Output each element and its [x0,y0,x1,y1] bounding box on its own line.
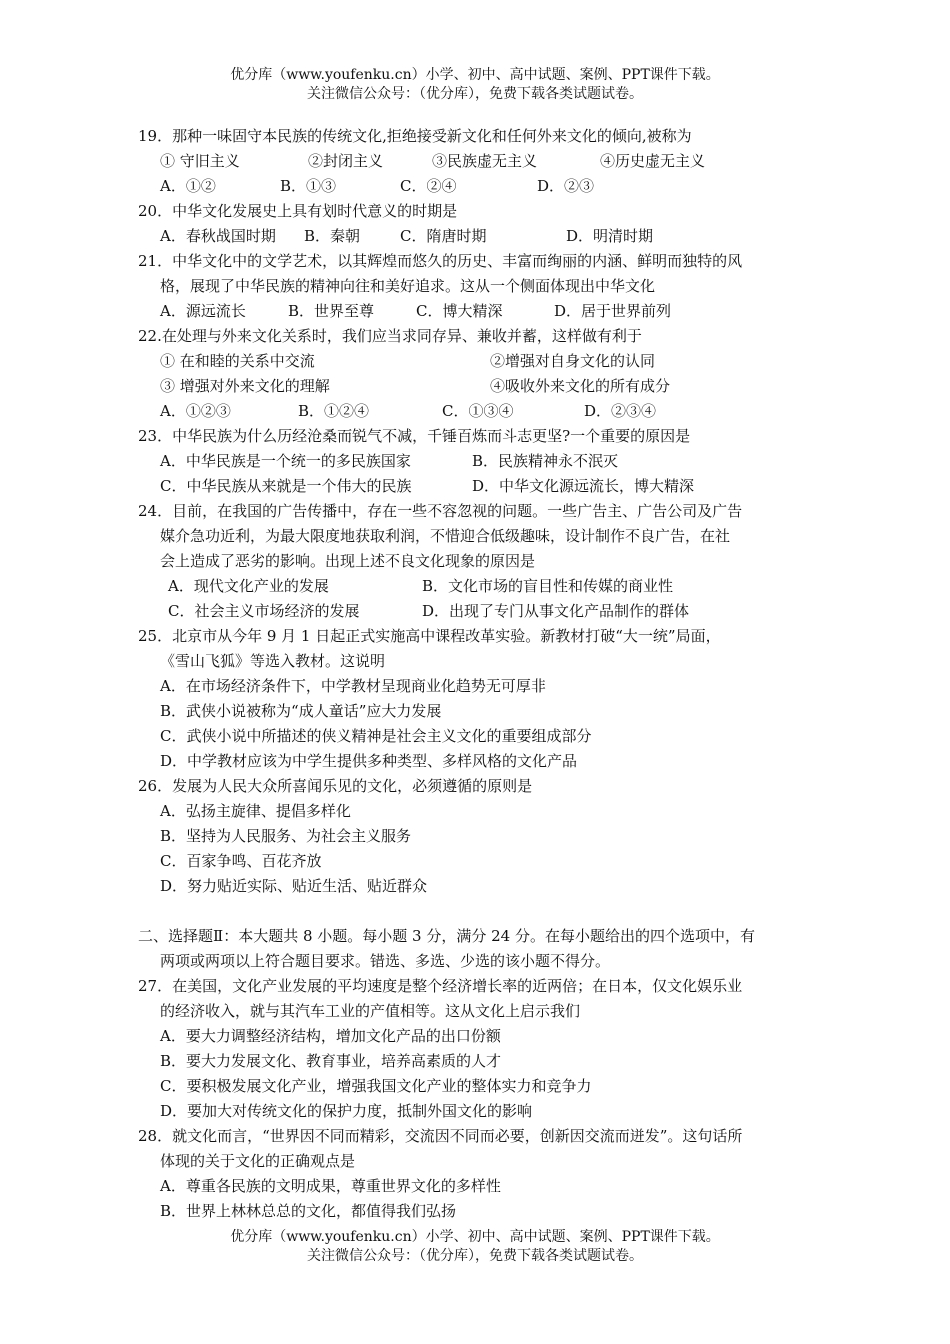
q22-item: ③ 增强对外来文化的理解 [160,377,330,395]
q24-stem-cont: 媒介急功近利，为最大限度地获取利润，不惜迎合低级趣味，设计制作不良广告，在社 [160,527,731,545]
q20-option: B．秦朝 [304,227,361,245]
q24-option: A．现代文化产业的发展 [168,577,329,595]
q26-option: A．弘扬主旋律、提倡多样化 [160,802,351,820]
q25-option: B．武侠小说被称为“成人童话”应大力发展 [160,702,442,720]
q26-option: D．努力贴近实际、贴近生活、贴近群众 [160,877,428,895]
q19-options [138,174,828,199]
q23-stem: 23．中华民族为什么历经沧桑而锐气不减，千锤百炼而斗志更坚?一个重要的原因是 [138,427,691,445]
q25-option: A．在市场经济条件下，中学教材呈现商业化趋势无可厚非 [160,677,546,695]
q28-stem: 28．就文化而言，“世界因不同而精彩，交流因不同而必要，创新因交流而迸发”。这句话所 [138,1127,743,1145]
q27-option: C．要积极发展文化产业，增强我国文化产业的整体实力和竞争力 [160,1077,592,1095]
q19-option: C．②④ [400,177,457,195]
q28-option: B．世界上林林总总的文化，都值得我们弘扬 [160,1202,457,1220]
q24-stem: 24．目前，在我国的广告传播中，存在一些不容忽视的问题。一些广告主、广告公司及广告 [138,502,743,520]
q20-option: D．明清时期 [566,227,654,245]
page-header [0,66,950,104]
q27-stem: 27．在美国，文化产业发展的平均速度是整个经济增长率的近两倍；在日本，仅文化娱乐业 [138,977,743,995]
q22-item: ②增强对自身文化的认同 [490,352,656,370]
q22-items [138,349,828,374]
q24-option: D．出现了专门从事文化产品制作的群体 [422,602,690,620]
section2-heading-cont: 两项或两项以上符合题目要求。错选、多选、少选的该小题不得分。 [160,952,611,970]
q22-stem: 22.在处理与外来文化关系时，我们应当求同存异、兼收并蓄，这样做有利于 [138,327,642,345]
q21-options [138,299,828,324]
q21-stem: 21．中华文化中的文学艺术，以其辉煌而悠久的历史、丰富而绚丽的内涵、鲜明而独特的风 [138,252,743,270]
q20-option: A．春秋战国时期 [160,227,276,245]
q27-stem-cont: 的经济收入，就与其汽车工业的产值相等。这从文化上启示我们 [160,1002,581,1020]
q24-options [138,599,828,624]
q26-stem: 26．发展为人民大众所喜闻乐见的文化，必须遵循的原则是 [138,777,533,795]
q21-option: C．博大精深 [416,302,503,320]
q20-option: C．隋唐时期 [400,227,487,245]
q19-option: D．②③ [537,177,595,195]
q19-item: ③民族虚无主义 [432,152,538,170]
q20-stem: 20．中华文化发展史上具有划时代意义的时期是 [138,202,458,220]
section-spacer [138,899,828,924]
q26-option: B．坚持为人民服务、为社会主义服务 [160,827,412,845]
q25-stem-cont: 《雪山飞狐》等选入教材。这说明 [160,652,386,670]
q19-stem: 19．那种一味固守本民族的传统文化,拒绝接受新文化和任何外来文化的倾向,被称为 [138,127,692,145]
q19-item: ① 守旧主义 [160,152,240,170]
q19-item: ④历史虚无主义 [600,152,706,170]
q23-options [138,449,828,474]
q25-option: D．中学教材应该为中学生提供多种类型、多样风格的文化产品 [160,752,578,770]
q28-option: A．尊重各民族的文明成果，尊重世界文化的多样性 [160,1177,501,1195]
question-list [138,124,828,1224]
q22-option: B．①②④ [298,402,370,420]
footer-line-2: 关注微信公众号：（优分库），免费下载各类试题试卷。 [307,1248,643,1264]
q20-options [138,224,828,249]
q23-option: C．中华民族从来就是一个伟大的民族 [160,477,412,495]
q25-option: C．武侠小说中所描述的侠义精神是社会主义文化的重要组成部分 [160,727,592,745]
q22-option: D．②③④ [584,402,657,420]
q23-options [138,474,828,499]
section2-heading: 二、选择题Ⅱ：本大题共 8 小题。每小题 3 分，满分 24 分。在每小题给出的四个选项中，有 [138,927,755,945]
q24-option: B．文化市场的盲目性和传媒的商业性 [422,577,674,595]
q23-option: B．民族精神永不泯灭 [472,452,619,470]
q19-items [138,149,828,174]
q21-option: D．居于世界前列 [554,302,672,320]
q22-item: ① 在和睦的关系中交流 [160,352,315,370]
q24-stem-cont: 会上造成了恶劣的影响。出现上述不良文化现象的原因是 [160,552,536,570]
q23-option: A．中华民族是一个统一的多民族国家 [160,452,411,470]
q24-option: C．社会主义市场经济的发展 [168,602,360,620]
q27-option: B．要大力发展文化、教育事业，培养高素质的人才 [160,1052,502,1070]
q22-option: A．①②③ [160,402,231,420]
page-footer [0,1228,950,1266]
q27-option: D．要加大对传统文化的保护力度，抵制外国文化的影响 [160,1102,533,1120]
q19-option: B．①③ [280,177,337,195]
header-line-1: 优分库（www.youfenku.cn）小学、初中、高中试题、案例、PPT课件下载。 [230,67,720,83]
q21-option: A．源远流长 [160,302,246,320]
q19-item: ②封闭主义 [308,152,384,170]
q22-item: ④吸收外来文化的所有成分 [490,377,671,395]
q22-options [138,399,828,424]
q23-option: D．中华文化源远流长，博大精深 [472,477,695,495]
q21-option: B．世界至尊 [288,302,375,320]
q27-option: A．要大力调整经济结构，增加文化产品的出口份额 [160,1027,501,1045]
q22-option: C．①③④ [442,402,514,420]
q21-stem-cont: 格，展现了中华民族的精神向往和美好追求。这从一个侧面体现出中华文化 [160,277,656,295]
q26-option: C．百家争鸣、百花齐放 [160,852,322,870]
q25-stem: 25．北京市从今年 9 月 1 日起正式实施高中课程改革实验。新教材打破“大一统”局面， [138,627,721,645]
q22-items [138,374,828,399]
header-line-2: 关注微信公众号：（优分库），免费下载各类试题试卷。 [307,86,643,102]
q24-options [138,574,828,599]
q28-stem-cont: 体现的关于文化的正确观点是 [160,1152,356,1170]
q19-option: A．①② [160,177,216,195]
footer-line-1: 优分库（www.youfenku.cn）小学、初中、高中试题、案例、PPT课件下载。 [230,1229,720,1245]
